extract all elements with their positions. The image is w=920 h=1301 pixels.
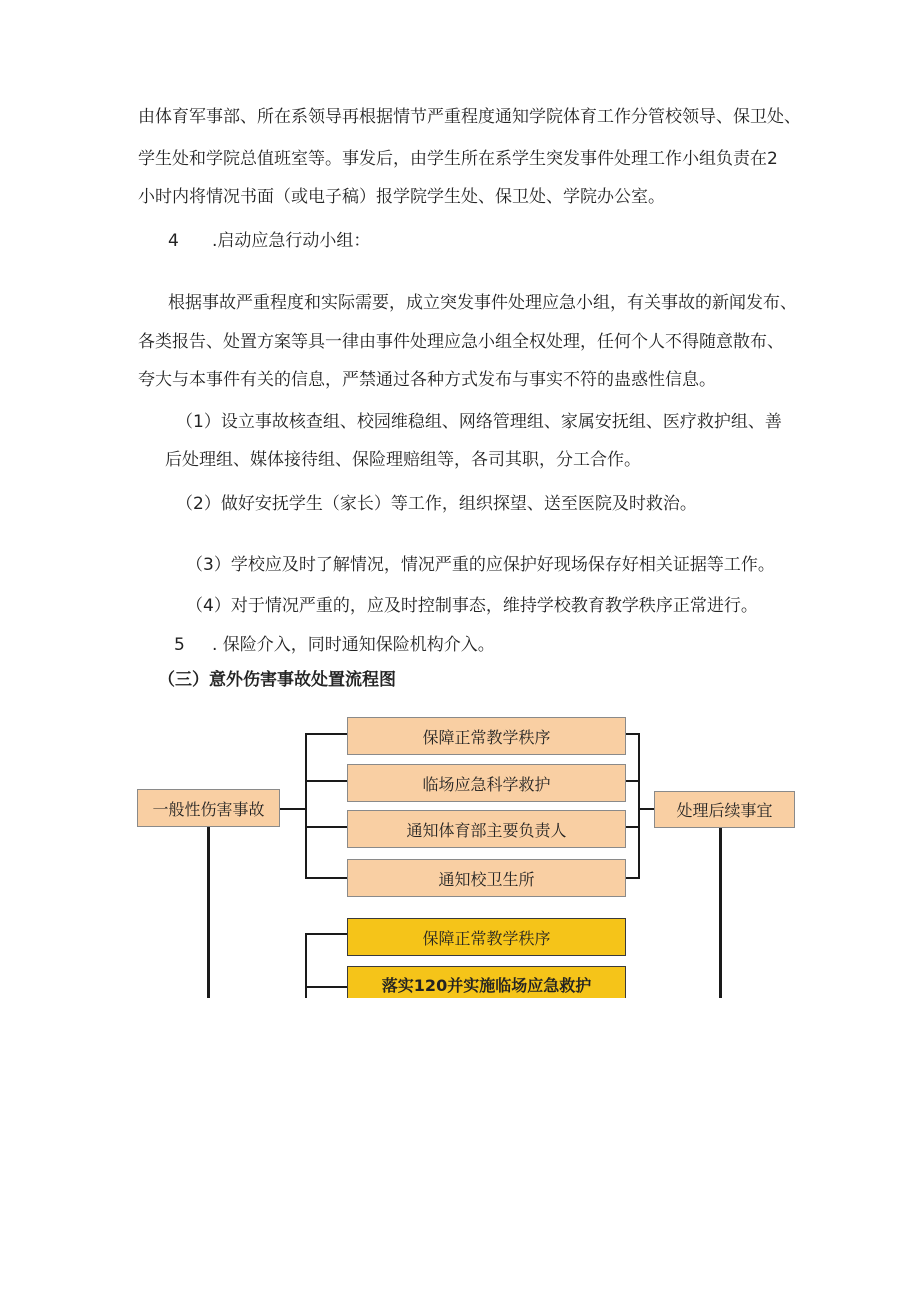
sub1-line-2: 后处理组、媒体接待组、保险理赔组等，各司其职，分工合作。 (165, 450, 641, 470)
connector-left-vertical (305, 733, 307, 879)
step-box-general-2: 临场应急科学救护 (347, 764, 626, 802)
paragraph-line-2: 学生处和学院总值班室等。事发后，由学生所在系学生突发事件处理工作小组负责在2 (138, 149, 778, 169)
right-box-follow-up: 处理后续事宜 (654, 791, 795, 828)
left-box-general-injury: 一般性伤害事故 (137, 789, 280, 827)
connector-left-down (207, 826, 210, 998)
connector-left-branch-1 (305, 733, 347, 735)
item4-body-line-2: 各类报告、处置方案等具一律由事件处理应急小组全权处理，任何个人不得随意散布、 (138, 332, 784, 352)
connector-right-down (719, 826, 722, 998)
item5-number: 5 (174, 635, 185, 655)
item4-body-line-3: 夸大与本事件有关的信息，严禁通过各种方式发布与事实不符的蛊惑性信息。 (138, 370, 716, 390)
connector-left-branch-3 (305, 826, 347, 828)
item4-body-line-1: 根据事故严重程度和实际需要，成立突发事件处理应急小组，有关事故的新闻发布、 (168, 293, 797, 313)
sub4-text: （4）对于情况严重的，应及时控制事态，维持学校教育教学秩序正常进行。 (186, 596, 758, 616)
connector-serious-vertical (305, 933, 307, 998)
step-box-serious-1: 保障正常教学秩序 (347, 918, 626, 956)
connector-right-vertical (638, 733, 640, 879)
section-heading: （三）意外伤害事故处置流程图 (158, 670, 396, 690)
sub1-line-1: （1）设立事故核查组、校园维稳组、网络管理组、家属安抚组、医疗救护组、善 (176, 412, 782, 432)
connector-left-stub (280, 808, 307, 810)
paragraph-line-3: 小时内将情况书面（或电子稿）报学院学生处、保卫处、学院办公室。 (138, 187, 665, 207)
step-box-general-1: 保障正常教学秩序 (347, 717, 626, 755)
sub3-text: （3）学校应及时了解情况，情况严重的应保护好现场保存好相关证据等工作。 (186, 555, 775, 575)
connector-left-branch-2 (305, 780, 347, 782)
item4-number: 4 (168, 231, 179, 251)
connector-serious-branch-1 (305, 933, 347, 935)
step-box-general-4: 通知校卫生所 (347, 859, 626, 897)
step-box-serious-2: 落实120并实施临场应急救护 (347, 966, 626, 1002)
item5-text: . 保险介入，同时通知保险机构介入。 (212, 635, 495, 655)
connector-left-branch-4 (305, 877, 347, 879)
connector-right-stub (638, 808, 654, 810)
item4-title: .启动应急行动小组： (212, 231, 371, 251)
paragraph-line-1: 由体育军事部、所在系领导再根据情节严重程度通知学院体育工作分管校领导、保卫处、 (138, 107, 801, 127)
sub2-text: （2）做好安抚学生（家长）等工作，组织探望、送至医院及时救治。 (176, 494, 697, 514)
step-box-general-3: 通知体育部主要负责人 (347, 810, 626, 848)
connector-serious-branch-2 (305, 986, 347, 988)
page-blank-area (0, 998, 920, 1301)
